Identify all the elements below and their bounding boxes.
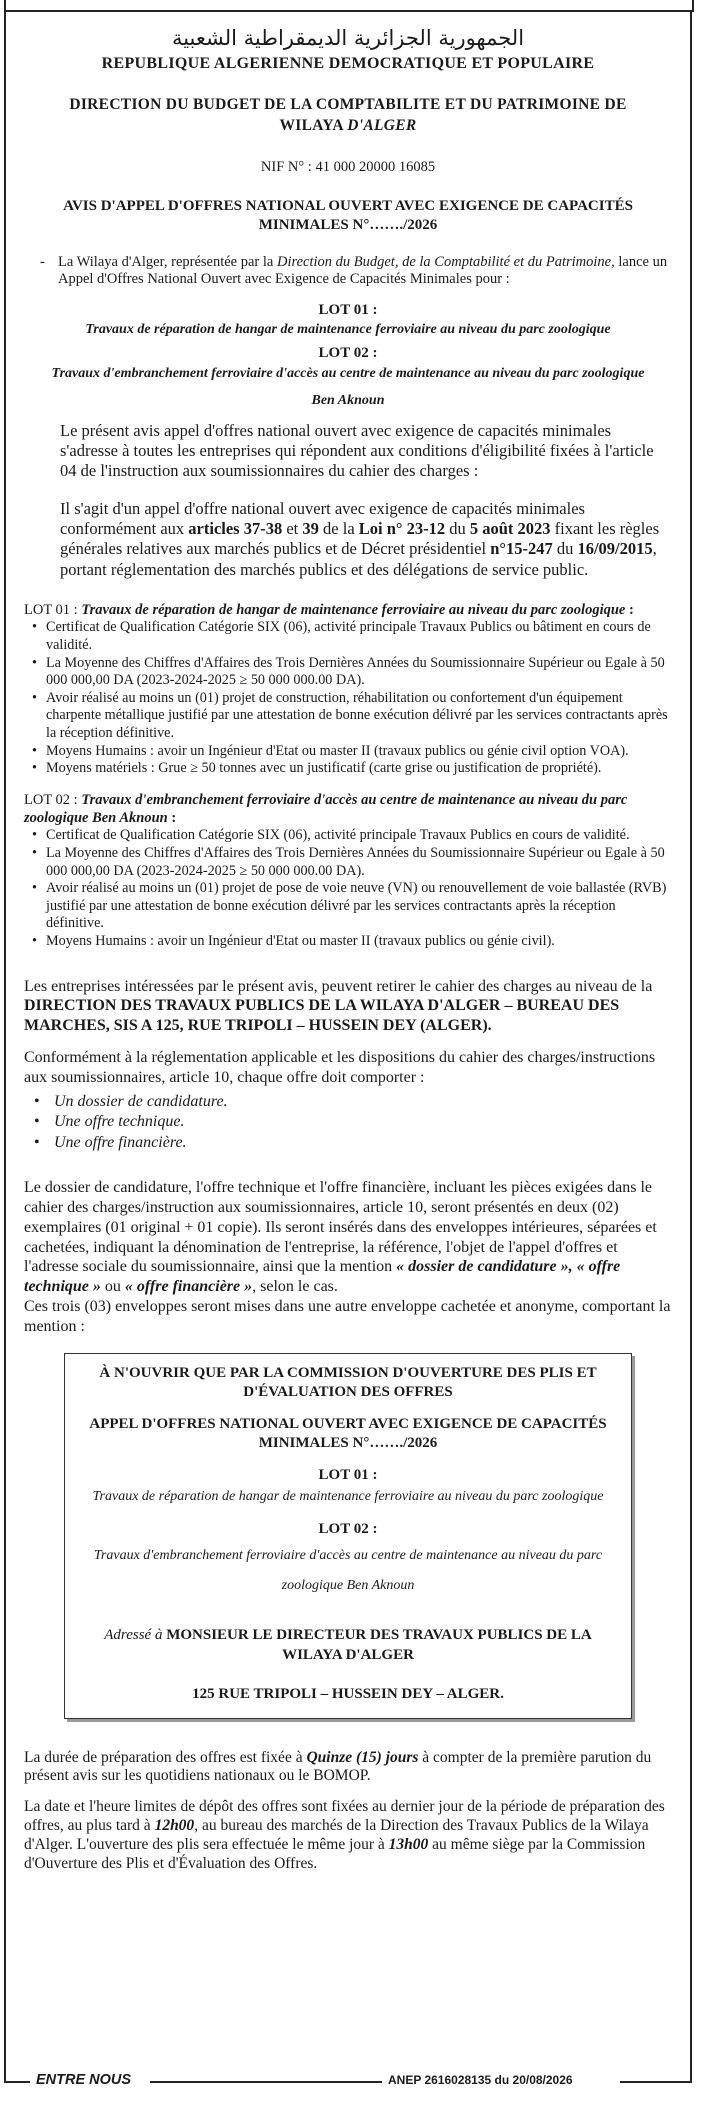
direction-line-2b: D'ALGER (347, 117, 417, 135)
legal-text-j: n°15-247 (490, 539, 553, 559)
legal-text-b: articles 37-38 (188, 519, 283, 539)
lot1-cond-head-b: Travaux de réparation de hangar de maintenance ferroviaire au niveau du parc zoologique (81, 601, 626, 618)
list-item: • Moyens Humains : avoir un Ingénieur d'Etat ou master II (travaux publics ou génie civil option VOA). (46, 743, 672, 761)
list-item: • Moyens matériels : Grue ≥ 50 tonnes avec un justificatif (carte grise ou justification de propriété). (46, 760, 672, 778)
box-subtitle: APPEL D'OFFRES NATIONAL OUVERT AVEC EXIGENCE DE CAPACITÉS MINIMALES N°……./2026 (89, 1415, 607, 1452)
box-address (79, 1626, 617, 1665)
box-lot1-label: LOT 01 : (318, 1466, 378, 1483)
lot1-cond-head-c: : (625, 601, 634, 618)
direction-title (24, 95, 672, 137)
retrait-text-b: DIRECTION DES TRAVAUX PUBLICS DE LA WILAYA D'ALGER – BUREAU DES MARCHES, SIS A 125, RUE TRIPOLI – HUSSEIN DEY (ALGER). (24, 997, 620, 1035)
intro-text-a: La Wilaya d'Alger, représentée par la (58, 253, 277, 270)
box-lot1-description: Travaux de réparation de hangar de maintenance ferroviaire au niveau du parc zoologique (92, 1489, 604, 1504)
legal-paragraph (24, 499, 672, 580)
lot2-conditions-head (24, 792, 672, 827)
frame-tick-right (692, 0, 694, 12)
retrait-paragraph (24, 977, 672, 1036)
duree-text-a: La durée de préparation des offres est fixée à (24, 1748, 307, 1766)
legal-text-c: et (282, 519, 303, 539)
republic-title: REPUBLIQUE ALGERIENNE DEMOCRATIQUE ET POPULAIRE (101, 54, 595, 72)
legal-text-a: Il s'agit d'un appel d'offre national ouvert avec exigence de capacités minimales conformément aux (60, 499, 585, 539)
conformement-paragraph: Conformément à la réglementation applicable et les dispositions du cahier des charges/instructions aux soumissionnaires, article 10, chaque offre doit comporter : (24, 1049, 656, 1086)
intro-paragraph (24, 254, 672, 289)
notice-frame (4, 10, 692, 2082)
dossier-text-b: « dossier de candidature », « offre technique » (24, 1258, 621, 1296)
footer-brand: ENTRE NOUS (30, 2072, 137, 2090)
avis-title-line-1: AVIS D'APPEL D'OFFRES NATIONAL OUVERT AVEC EXIGENCE DE CAPACITÉS (63, 197, 633, 214)
eligibility-paragraph: Le présent avis appel d'offres national ouvert avec exigence de capacités minimales s'adresse à toutes les entreprises qui répondent aux conditions d'éligibilité fixées à l'article 04 de l'instruction aux soumissionnaires du cahier des charges : (60, 420, 654, 481)
legal-text-e: de la (318, 519, 359, 539)
list-item: • La Moyenne des Chiffres d'Affaires des Trois Dernières Années du Soumissionnaire Supérieur ou Egale à 50 000 000,00 DA (2023-2024-2025 ≥ 50 000 000.00 DA). (46, 845, 672, 880)
date-text-d: 13h00 (388, 1836, 429, 1854)
date-paragraph (24, 1798, 672, 1874)
lot2-cond-head-c: : (167, 809, 177, 826)
date-text-e: au même siège par la Commission d'Ouverture des Plis et d'Évaluation des Offres. (24, 1836, 646, 1873)
lot2-description-2: Ben Aknoun (311, 392, 385, 408)
legal-text-l: 16/09/2015 (577, 539, 653, 559)
duree-text-b: Quinze (15) jours (306, 1748, 419, 1766)
list-item: • Avoir réalisé au moins un (01) projet de construction, réhabilitation ou confortement d'un équipement charpente métallique justifié par une attestation de bonne exécution délivré par les services contractants après la réception définitive. (46, 690, 672, 743)
list-item: • Certificat de Qualification Catégorie SIX (06), activité principale Travaux Publics ou bâtiment en cours de validité. (46, 619, 672, 654)
list-item: • Certificat de Qualification Catégorie SIX (06), activité principale Travaux Publics en cours de validité. (46, 827, 672, 845)
footer-rule-middle (150, 2081, 382, 2083)
arabic-header: الجمهورية الجزائرية الديمقراطية الشعبية (171, 26, 525, 50)
footer-rule-left (4, 2081, 30, 2083)
footer-rule-right (620, 2081, 692, 2083)
offres-list (24, 1092, 672, 1154)
duree-text-c: à compter de la première parution du présent avis sur les quotidiens nationaux ou le BOMOP. (24, 1748, 652, 1785)
dossier-text-d: « offre financière » (124, 1278, 253, 1296)
direction-line-1: DIRECTION DU BUDGET DE LA COMPTABILITE ET DU PATRIMOINE DE (69, 96, 627, 114)
legal-text-f: Loi n° 23-12 (358, 519, 446, 539)
box-address-b: MONSIEUR LE DIRECTEUR DES TRAVAUX PUBLICS DE LA WILAYA D'ALGER (166, 1627, 592, 1663)
lot2-cond-head-a: LOT 02 : (24, 791, 82, 808)
envelope-mention-box (64, 1353, 632, 1719)
duree-paragraph (24, 1749, 672, 1787)
legal-text-d: 39 (302, 519, 319, 539)
footer (0, 2072, 703, 2092)
lot1-description: Travaux de réparation de hangar de maintenance ferroviaire au niveau du parc zoologique (85, 322, 611, 338)
lot2-conditions (24, 792, 672, 951)
intro-text-b: Direction du Budget, de la Comptabilité et du Patrimoine (276, 253, 612, 270)
intro-text-c: , lance un Appel d'Offres National Ouvert avec Exigence de Capacités Minimales pour : (58, 253, 668, 288)
list-item: • Un dossier de candidature. (54, 1092, 672, 1113)
date-text-a: La date et l'heure limites de dépôt des offres sont fixées au dernier jour de la période de préparation des offres, au plus tard à (24, 1798, 665, 1835)
box-street: 125 RUE TRIPOLI – HUSSEIN DEY – ALGER. (192, 1686, 504, 1703)
box-address-a: Adressé à (104, 1627, 167, 1644)
direction-line-2a: WILAYA (279, 117, 348, 135)
dossier-text-e: , selon le cas. (252, 1278, 338, 1296)
avis-title-line-2: MINIMALES N°……./2026 (258, 217, 438, 234)
list-item: • Une offre technique. (54, 1112, 672, 1133)
intro-dash: - (40, 253, 45, 270)
date-text-c: , au bureau des marchés de la Direction des Travaux Publics de la Wilaya d'Alger. L'ouverture des plis sera effectuée le même jour à (24, 1817, 649, 1854)
dossier-text-c: ou (100, 1278, 125, 1296)
lot1-cond-head-a: LOT 01 : (24, 601, 82, 618)
lot2-label: LOT 02 : (318, 345, 378, 362)
mention-paragraph: Ces trois (03) enveloppes seront mises dans une autre enveloppe cachetée et anonyme, comportant la mention : (24, 1298, 671, 1335)
date-text-b: 12h00 (154, 1817, 195, 1835)
lot2-cond-head-b: Travaux d'embranchement ferroviaire d'accès au centre de maintenance au niveau du parc zoologique Ben Aknoun (24, 791, 628, 826)
legal-text-k: du (552, 539, 578, 559)
lot2-description: Travaux d'embranchement ferroviaire d'accès au centre de maintenance au niveau du parc zoologique (51, 365, 645, 381)
list-item: • Une offre financière. (54, 1133, 672, 1154)
legal-text-m: , portant réglementation des marchés publics et des délégations de service public. (60, 539, 657, 579)
legal-text-i: fixant les règles générales relatives aux marchés publics et de Décret présidentiel (60, 519, 660, 559)
legal-text-h: 5 août 2023 (469, 519, 551, 539)
avis-title (24, 197, 672, 236)
lot1-conditions (24, 602, 672, 778)
box-lot2-label: LOT 02 : (318, 1521, 378, 1538)
dossier-paragraph (24, 1178, 672, 1297)
list-item: • La Moyenne des Chiffres d'Affaires des Trois Dernières Années du Soumissionnaire Supérieur ou Egale à 50 000 000,00 DA (2023-2024-2025 ≥ 50 000 000.00 DA). (46, 655, 672, 690)
legal-text-g: du (445, 519, 470, 539)
list-item: • Moyens Humains : avoir un Ingénieur d'Etat ou master II (travaux publics ou génie civil). (46, 933, 672, 951)
box-title: À N'OUVRIR QUE PAR LA COMMISSION D'OUVERTURE DES PLIS ET D'ÉVALUATION DES OFFRES (99, 1364, 597, 1401)
list-item: • Avoir réalisé au moins un (01) projet de pose de voie neuve (VN) ou renouvellement de voie ballastée (RVB) justifié par une attestation de bonne exécution délivré par les services contractants après la réception définitive. (46, 880, 672, 933)
footer-reference: ANEP 2616028135 du 20/08/2026 (382, 2073, 579, 2088)
retrait-text-a: Les entreprises intéressées par le présent avis, peuvent retirer le cahier des charges au niveau de la (24, 977, 653, 995)
box-lot2-description: Travaux d'embranchement ferroviaire d'accès au centre de maintenance au niveau du parc zoologique Ben Aknoun (93, 1547, 603, 1594)
lot1-label: LOT 01 : (318, 302, 378, 319)
lot1-conditions-head (24, 602, 672, 620)
nif-number: NIF N° : 41 000 20000 16085 (260, 158, 436, 175)
dossier-text-a: Le dossier de candidature, l'offre technique et l'offre financière, incluant les pièces exigées dans le cahier des charges/instruction aux soumissionnaires, article 10, seront présentés en deux (02) exemplaires (01 original + 01 copie). Ils seront insérés dans des enveloppes intérieures, séparées et cachetées, indiquant la dénomination de l'entreprise, la référence, l'objet de l'appel d'offres et l'adresse sociale du soumissionnaire, ainsi que la mention (24, 1179, 657, 1276)
